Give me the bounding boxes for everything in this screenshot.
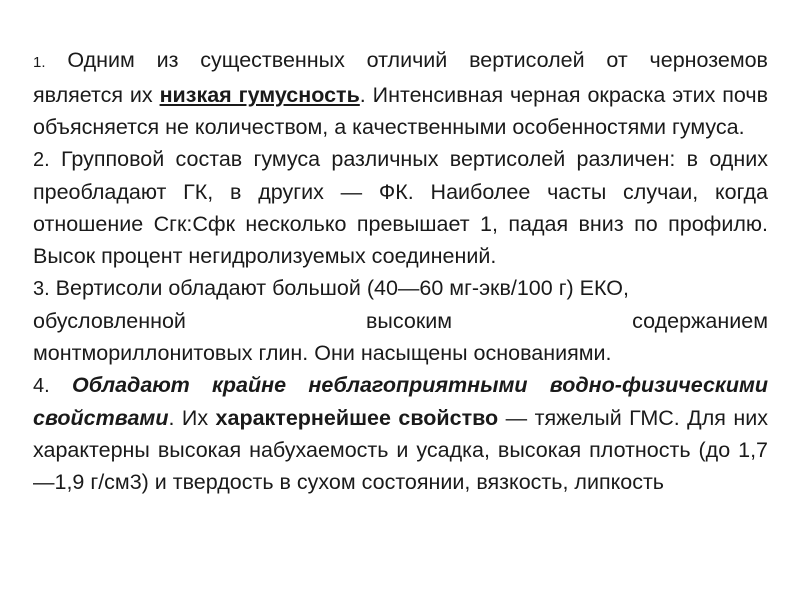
paragraph-1-pre: является их — [33, 83, 160, 107]
paragraph-3-line-1-text: Вертисоли обладают большой (40—60 мг-экв/100 г) ЕКО, — [55, 276, 629, 300]
paragraph-3-line-2: обусловленной высоким содержанием — [33, 309, 768, 333]
paragraph-4-mid: . Их — [168, 406, 216, 430]
paragraph-3-line-3: монтмориллонитовых глин. Они насыщены основаниями. — [33, 341, 612, 365]
paragraph-1-number: 1. — [33, 54, 46, 71]
paragraph-1-post: . Интенсивная черная окраска этих почв объясняется не количеством, а качественными особенностями гумуса. — [33, 83, 768, 139]
paragraph-3 — [33, 272, 768, 369]
paragraph-3-line-1 — [33, 272, 768, 305]
paragraph-2-text: Групповой состав гумуса различных вертисолей различен: в одних преобладают ГК, в других — ФК. Наиболее часты случаи, когда отношение Сгк:Сфк несколько превышает 1, падая вниз по профилю. Высок процент негидролизуемых соединений. — [33, 147, 768, 268]
paragraph-1-line-1-text: Одним из существенных отличий вертисолей от черноземов — [67, 48, 768, 72]
paragraph-4-emphasis-1: Обладают крайне неблагоприятными водно-физическими свойствами — [33, 373, 768, 430]
paragraph-3-number: 3. — [33, 278, 50, 300]
paragraph-4 — [33, 369, 768, 498]
paragraph-1-emphasis: низкая гумусность — [159, 83, 360, 107]
paragraph-4-number: 4. — [33, 375, 50, 397]
paragraph-2 — [33, 143, 768, 272]
paragraph-4-emphasis-2: характернейшее свойство — [215, 406, 499, 430]
paragraph-4-rest: — тяжелый ГМС. Для них характерны высокая набухаемость и усадка, высокая плотность (до 1,7—1,9 г/см3) и твердость в сухом состоянии, вязкость, липкость — [33, 406, 769, 494]
paragraph-1-line-1 — [33, 44, 768, 79]
slide-content — [33, 44, 768, 498]
paragraph-2-number: 2. — [33, 149, 50, 171]
paragraph-1 — [33, 44, 768, 143]
